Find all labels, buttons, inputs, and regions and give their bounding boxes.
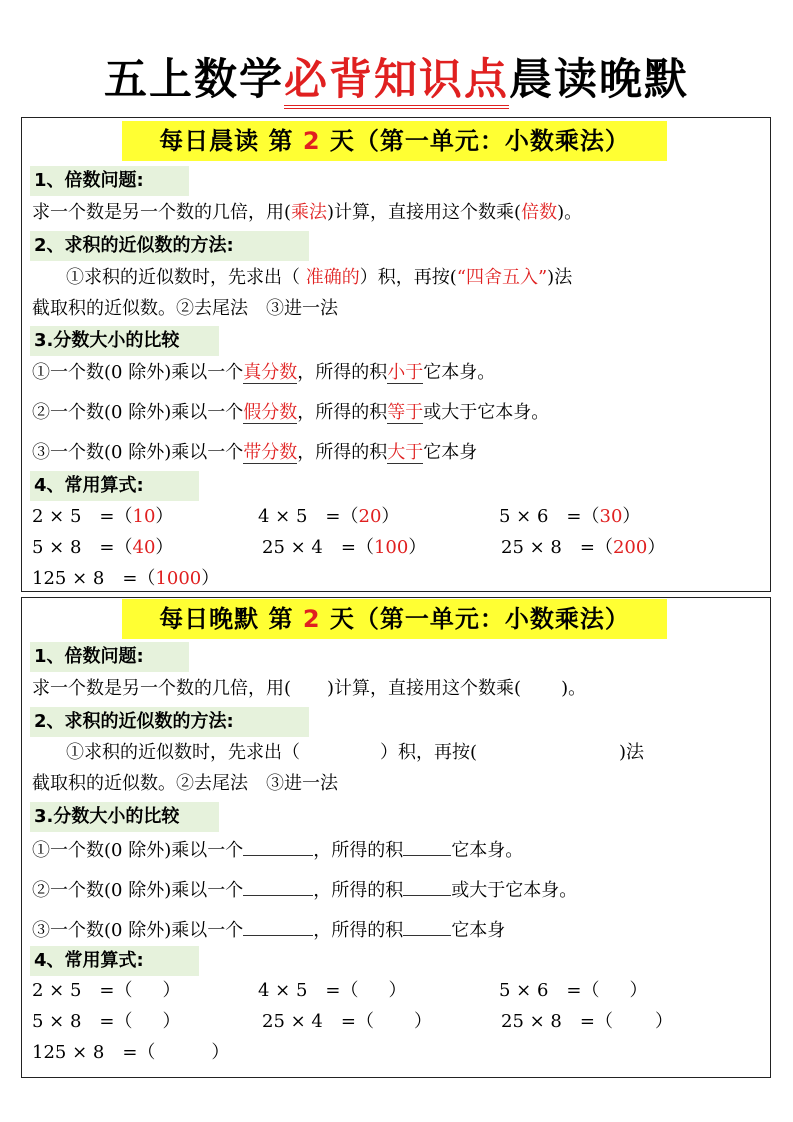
title-prefix: 五上数学	[104, 55, 284, 105]
text: ）	[622, 506, 641, 527]
answer: 乘法	[291, 202, 328, 223]
expr: 25 × 8 =（	[501, 1011, 613, 1032]
section-heading: 4、常用算式:	[30, 946, 199, 976]
text: ）	[647, 537, 666, 558]
comparison-row	[32, 440, 477, 466]
text: )。	[557, 202, 583, 223]
expr: 5 × 8 =（	[32, 1011, 133, 1032]
answer-blank[interactable]	[243, 835, 313, 856]
calc-item	[32, 1040, 229, 1066]
text: ③一个数(0 除外)乘以一个	[32, 920, 244, 941]
text: ）	[162, 980, 181, 1001]
section-text	[32, 200, 582, 226]
text: ）	[413, 1011, 432, 1032]
text: ，所得的积	[297, 362, 388, 383]
answer: 大于	[387, 442, 424, 463]
answer: 真分数	[243, 362, 298, 383]
calc-item	[501, 535, 665, 561]
calc-item	[258, 978, 407, 1004]
title-suffix: 晨读晚默	[509, 55, 689, 105]
expr: 2 × 5 =（	[32, 506, 133, 527]
comparison-row	[32, 875, 577, 904]
answer: 200	[612, 537, 648, 558]
text: ）	[211, 1042, 230, 1063]
section-heading: 2、求积的近似数的方法:	[30, 707, 309, 737]
calc-item	[499, 504, 640, 530]
expr: 2 × 5 =（	[32, 980, 133, 1001]
text: 求一个数是另一个数的几倍，用(	[32, 678, 292, 699]
answer: 假分数	[243, 402, 298, 423]
page-title	[0, 52, 793, 108]
answer: 准确的	[305, 267, 360, 288]
text: ，所得的积	[297, 402, 388, 423]
text: ）	[162, 1011, 181, 1032]
answer: 等于	[387, 402, 424, 423]
text: ，所得的积	[313, 880, 404, 901]
text: ）	[381, 506, 400, 527]
calc-item	[501, 1009, 673, 1035]
banner-prefix: 每日晚默 第	[159, 605, 303, 633]
answer-blank[interactable]	[403, 875, 451, 896]
expr: 25 × 8 =（	[501, 537, 613, 558]
answer: 带分数	[243, 442, 298, 463]
answer: 30	[599, 506, 623, 527]
text: ，所得的积	[297, 442, 388, 463]
answer: 倍数	[521, 202, 558, 223]
text: ①求积的近似数时，先求出（	[66, 742, 300, 763]
section-heading: 4、常用算式:	[30, 471, 199, 501]
text: 它本身	[451, 920, 506, 941]
banner-suffix: 天（第一单元：小数乘法）	[320, 127, 630, 155]
text: ①一个数(0 除外)乘以一个	[32, 362, 244, 383]
expr: 4 × 5 =（	[258, 980, 359, 1001]
comparison-row	[32, 835, 523, 864]
evening-banner	[122, 599, 667, 639]
section-text	[66, 265, 572, 291]
comparison-row	[32, 360, 495, 386]
section-text: 截取积的近似数。②去尾法 ③进一法	[32, 298, 338, 319]
text: ，所得的积	[313, 840, 404, 861]
section-heading: 3.分数大小的比较	[30, 326, 219, 356]
calc-item	[32, 978, 181, 1004]
text: ）积，再按(	[359, 267, 457, 288]
text: )法	[547, 267, 573, 288]
expr: 25 × 4 =（	[262, 537, 374, 558]
text: 它本身	[423, 442, 478, 463]
section-text: 截取积的近似数。②去尾法 ③进一法	[32, 773, 338, 794]
calc-item	[32, 1009, 181, 1035]
text: )计算，直接用这个数乘(	[327, 202, 522, 223]
text: ）	[155, 537, 174, 558]
answer: 40	[132, 537, 156, 558]
answer-blank[interactable]	[243, 875, 313, 896]
answer-blank[interactable]	[403, 835, 451, 856]
answer-blank[interactable]	[243, 915, 313, 936]
answer: 10	[132, 506, 156, 527]
banner-day: 2	[302, 605, 321, 633]
text: ③一个数(0 除外)乘以一个	[32, 442, 244, 463]
text: 或大于它本身。	[423, 402, 550, 423]
text: 它本身。	[451, 840, 524, 861]
answer: 1000	[155, 568, 202, 589]
text: 它本身。	[423, 362, 496, 383]
text: ）	[629, 980, 648, 1001]
morning-banner	[122, 121, 667, 161]
calc-item	[262, 535, 426, 561]
answer: 小于	[387, 362, 424, 383]
text: ）	[201, 568, 220, 589]
section-heading: 1、倍数问题:	[30, 642, 189, 672]
comparison-row	[32, 400, 549, 426]
calc-item	[32, 504, 173, 530]
text: ）	[654, 1011, 673, 1032]
calc-item	[262, 1009, 432, 1035]
banner-prefix: 每日晨读 第	[159, 127, 303, 155]
text: )。	[561, 678, 587, 699]
calc-item	[32, 535, 173, 561]
calc-item	[32, 566, 219, 592]
title-highlight: 必背知识点	[284, 55, 509, 109]
answer-blank[interactable]	[403, 915, 451, 936]
text: ，所得的积	[313, 920, 404, 941]
comparison-row	[32, 915, 505, 944]
section-text	[32, 676, 586, 702]
answer: 100	[373, 537, 409, 558]
morning-reading-box	[21, 117, 771, 592]
text: 或大于它本身。	[451, 880, 578, 901]
text: ）	[408, 537, 427, 558]
expr: 4 × 5 =（	[258, 506, 359, 527]
answer: “四舍五入”	[456, 267, 548, 288]
section-heading: 3.分数大小的比较	[30, 802, 219, 832]
section-heading: 1、倍数问题:	[30, 166, 189, 196]
banner-day: 2	[302, 127, 321, 155]
section-text	[66, 740, 644, 766]
expr: 5 × 6 =（	[499, 980, 600, 1001]
section-heading: 2、求积的近似数的方法:	[30, 231, 309, 261]
text: )计算，直接用这个数乘(	[327, 678, 522, 699]
expr: 5 × 6 =（	[499, 506, 600, 527]
expr: 125 × 8 =（	[32, 1042, 156, 1063]
text: )法	[619, 742, 645, 763]
text: ②一个数(0 除外)乘以一个	[32, 880, 244, 901]
text: ）	[155, 506, 174, 527]
text: ）	[388, 980, 407, 1001]
calc-item	[258, 504, 399, 530]
expr: 5 × 8 =（	[32, 537, 133, 558]
text: ）积，再按(	[380, 742, 478, 763]
text: ①求积的近似数时，先求出（	[66, 267, 306, 288]
text: ①一个数(0 除外)乘以一个	[32, 840, 244, 861]
answer: 20	[358, 506, 382, 527]
calc-item	[499, 978, 648, 1004]
expr: 25 × 4 =（	[262, 1011, 374, 1032]
expr: 125 × 8 =（	[32, 568, 156, 589]
text: 求一个数是另一个数的几倍，用(	[32, 202, 292, 223]
text: ②一个数(0 除外)乘以一个	[32, 402, 244, 423]
evening-recall-box	[21, 597, 771, 1078]
banner-suffix: 天（第一单元：小数乘法）	[320, 605, 630, 633]
